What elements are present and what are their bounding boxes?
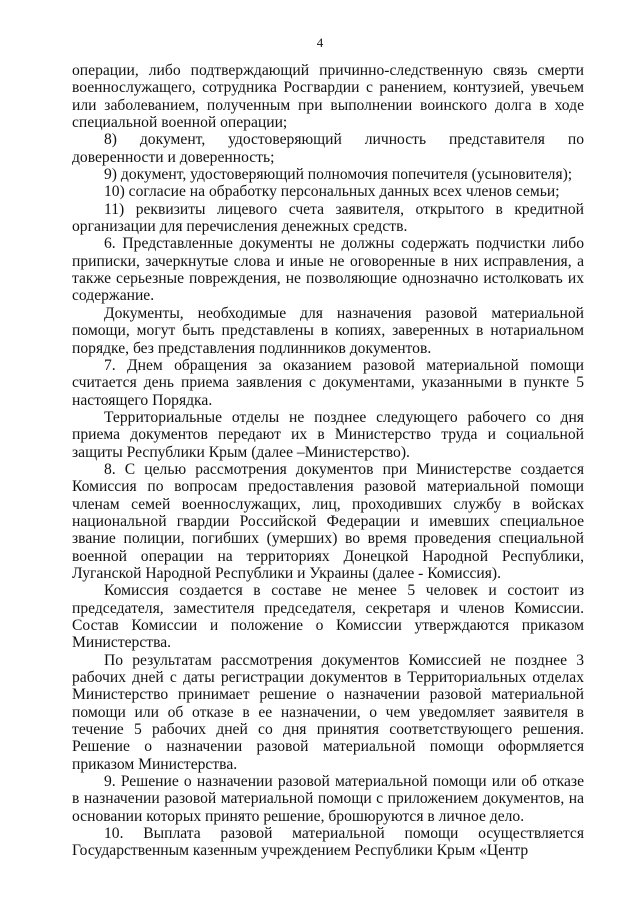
paragraph-p-9: 9. Решение о назначении разовой материальной помощи или об отказе в назначении разовой материальной помощи с приложением документов, на основании которых принято решение, брошюруются в личное дело. bbox=[72, 773, 584, 825]
paragraph-p-8c: По результатам рассмотрения документов Комиссией не позднее 3 рабочих дней с даты регистрации документов в Территориальных отделах Министерство принимает решение о назначении разовой материальной помощи или об отказе в ее назначении, о чем уведомляет заявителя в течение 5 рабочих дней со дня принятия соответствующего решения. Решение о назначении разовой материальной помощи оформляется приказом Министерства. bbox=[72, 651, 584, 773]
paragraph-p-cont-7: операции, либо подтверждающий причинно-следственную связь смерти военнослужащего, сотрудника Росгвардии с ранением, контузией, увечьем или заболеванием, полученным при выполнении воинского долга в ходе специальной военной операции; bbox=[72, 62, 584, 132]
paragraph-p-item-8: 8) документ, удостоверяющий личность представителя по доверенности и доверенность; bbox=[72, 131, 584, 166]
page-number: 4 bbox=[316, 35, 324, 50]
paragraph-p-item-9: 9) документ, удостоверяющий полномочия попечителя (усыновителя); bbox=[104, 166, 573, 184]
paragraph-p-8: 8. С целью рассмотрения документов при Министерстве создается Комиссия по вопросам предоставления разовой материальной помощи членам семей военнослужащих, лиц, проходивших службу в войсках национальной гвардии Российской Федерации и имевших специальное звание полиции, погибших (умерших) во время проведения специальной военной операции на территориях Донецкой Народной Республики, Луганской Народной Республики и Украины (далее - Комиссия). bbox=[72, 460, 584, 582]
paragraph-p-10: 10. Выплата разовой материальной помощи осуществляется Государственным казенным учреждением Республики Крым «Центр bbox=[72, 825, 584, 860]
paragraph-p-7: 7. Днем обращения за оказанием разовой материальной помощи считается день приема заявления с документами, указанными в пункте 5 настоящего Порядка. bbox=[72, 356, 584, 409]
paragraph-p-6: 6. Представленные документы не должны содержать подчистки либо приписки, зачеркнутые слова и иные не оговоренные в них исправления, а также серьезные повреждения, не позволяющие однозначно истолковать их содержание. bbox=[72, 235, 584, 305]
paragraph-p-8b: Комиссия создается в составе не менее 5 человек и состоит из председателя, заместителя председателя, секретаря и членов Комиссии. Состав Комиссии и положение о Комиссии утверждаются приказом Министерства. bbox=[72, 582, 584, 652]
paragraph-p-item-10: 10) согласие на обработку персональных данных всех членов семьи; bbox=[104, 183, 560, 201]
paragraph-p-6b: Документы, необходимые для назначения разовой материальной помощи, могут быть представлены в копиях, заверенных в нотариальном порядке, без представления подлинников документов. bbox=[72, 304, 584, 357]
document-body bbox=[72, 62, 584, 860]
paragraph-p-7b: Территориальные отделы не позднее следующего рабочего со дня приема документов передают их в Министерство труда и социальной защиты Республики Крым (далее –Министерство). bbox=[72, 408, 584, 461]
paragraph-p-item-11: 11) реквизиты лицевого счета заявителя, открытого в кредитной организации для перечисления денежных средств. bbox=[72, 200, 584, 236]
